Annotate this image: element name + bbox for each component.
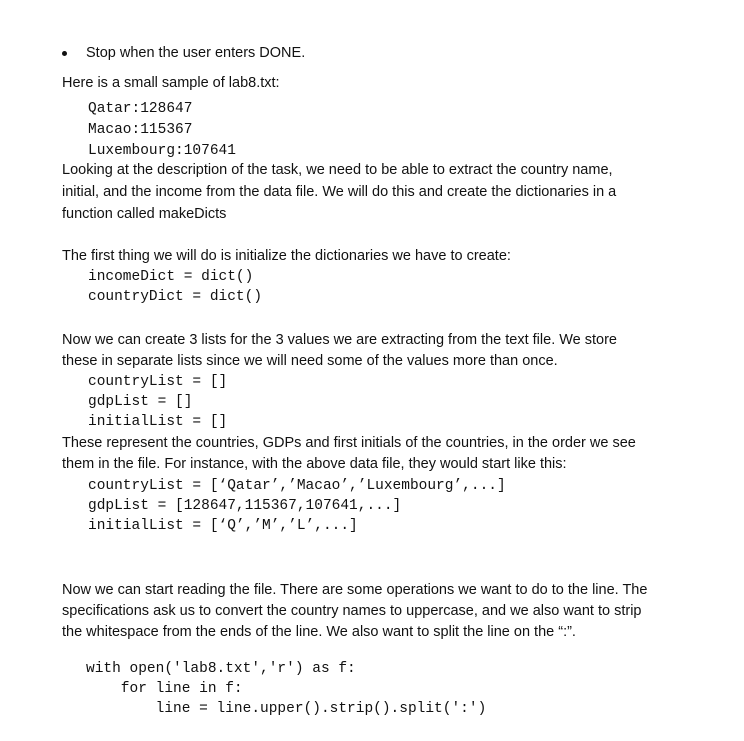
sample-intro-text: Here is a small sample of lab8.txt: [62,75,280,91]
sample-line-1: Qatar:128647 [88,101,193,117]
paragraph-makedicts-line-1: Looking at the description of the task, we need to be able to extract the country name, [62,162,613,178]
code-reading-line-1: with open('lab8.txt','r') as f: [86,661,356,677]
paragraph-lists-line-2: these in separate lists since we will need some of the values more than once. [62,353,558,369]
paragraph-lists-line-1: Now we can create 3 lists for the 3 values we are extracting from the text file. We store [62,332,618,348]
code-lists-line-1: countryList = [] [88,374,228,390]
code-example-line-1: countryList = [‘Qatar’,’Macao’,’Luxembourg’,...] [88,478,506,494]
paragraph-reading-line-3: the whitespace from the ends of the line. We also want to split the line on the “:”. [62,624,576,640]
paragraph-makedicts-line-2: initial, and the income from the data file. We will do this and create the dictionaries in a [62,184,617,200]
paragraph-makedicts-line-3: function called makeDicts [62,206,227,222]
paragraph-represent-line-1: These represent the countries, GDPs and first initials of the countries, in the order we see [62,435,636,451]
bullet-item-text: Stop when the user enters DONE. [86,45,306,61]
sample-line-2: Macao:115367 [88,122,193,138]
code-example-line-2: gdpList = [128647,115367,107641,...] [88,498,402,514]
code-reading-line-2: for line in f: [86,681,243,697]
code-lists-line-2: gdpList = [] [88,394,193,410]
code-example-line-3: initialList = [‘Q’,’M’,’L’,...] [88,518,358,534]
paragraph-init: The first thing we will do is initialize the dictionaries we have to create: [62,248,511,264]
sample-line-3: Luxembourg:107641 [88,143,236,159]
paragraph-reading-line-1: Now we can start reading the file. There are some operations we want to do to the line. The [62,582,648,598]
code-reading-line-3: line = line.upper().strip().split(':') [86,701,487,717]
paragraph-reading-line-2: specifications ask us to convert the country names to uppercase, and we also want to strip [62,603,642,619]
paragraph-represent-line-2: them in the file. For instance, with the above data file, they would start like this: [62,456,567,472]
code-init-line-1: incomeDict = dict() [88,269,254,285]
bullet-dot [62,51,67,56]
code-lists-line-3: initialList = [] [88,414,228,430]
code-init-line-2: countryDict = dict() [88,289,263,305]
